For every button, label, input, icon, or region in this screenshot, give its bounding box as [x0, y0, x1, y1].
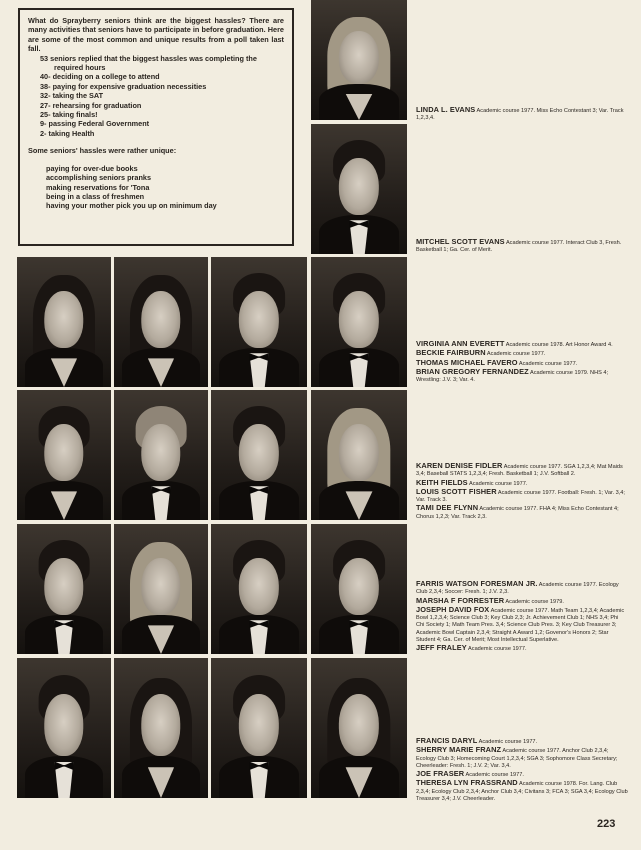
student-name: THOMAS MICHAEL FAVERO	[416, 357, 518, 367]
unique-hassle: being in a class of freshmen	[46, 191, 145, 201]
portrait-photo	[17, 658, 111, 798]
student-entry	[416, 368, 628, 385]
unique-hassles-heading: Some seniors' hassles were rather unique:	[28, 146, 177, 156]
student-entry	[416, 106, 628, 123]
student-name: MITCHEL SCOTT EVANS	[416, 237, 505, 246]
student-entry	[416, 779, 628, 803]
student-name: BECKIE FAIRBURN	[416, 348, 486, 358]
hassles-stats-list	[40, 54, 284, 139]
student-name: FARRIS WATSON FORESMAN JR.	[416, 579, 538, 588]
student-details: Academic course 1977. SGA 1,2,3,4; Mat Maids 3,4; Baseball STATS 1,2,3,4; Fresh. Basketball 1; J.V. Softball 2.	[416, 464, 623, 478]
student-name: JEFF FRALEY	[416, 643, 467, 653]
portrait-photo	[17, 257, 111, 387]
student-name: FRANCIS DARYL	[416, 736, 478, 745]
portrait-photo	[211, 524, 307, 654]
hassles-stat: 40- deciding on a college to attend	[40, 72, 160, 82]
portrait-photo	[114, 390, 208, 520]
unique-hassles-list	[46, 164, 284, 211]
student-details: Academic course 1977.	[465, 772, 524, 779]
student-details: Academic course 1977. Football: Fresh. 1; Var. 3,4; Var. Track 3.	[416, 489, 625, 504]
portrait-photo	[311, 124, 407, 254]
student-name: SHERRY MARIE FRANZ	[416, 745, 502, 755]
student-details: Academic course 1977.	[478, 739, 538, 745]
student-details: Academic course 1978. For. Lang. Club 2,3,4; Ecology Club 2,3,4; Anchor Club 3,4; Civitans 3; FCA 3; SGA 3,4; Ecology Club Treasurer 3,4; J.V. Cheerleader.	[416, 781, 628, 803]
student-details: Academic course 1978. Art Honor Award 4.	[505, 342, 613, 348]
portrait-photo	[311, 257, 407, 387]
student-entry	[416, 238, 628, 255]
student-details: Academic course 1979.	[505, 598, 564, 605]
portrait-photo	[211, 658, 307, 798]
student-details: Academic course 1979. NHS 4; Wrestling: J.V. 3; Var. 4.	[416, 369, 609, 384]
student-details: Academic course 1977.	[468, 480, 528, 487]
portrait-photo	[114, 257, 208, 387]
student-entry	[416, 746, 628, 770]
student-name: JOSEPH DAVID FOX	[416, 604, 490, 614]
hassles-stat: 38- paying for expensive graduation necessities	[40, 81, 207, 91]
portrait-photo	[311, 390, 407, 520]
student-details: Academic course 1977.	[468, 646, 527, 653]
student-entry	[416, 488, 628, 505]
portrait-photo	[311, 0, 407, 120]
portrait-photo	[17, 524, 111, 654]
portrait-photo	[114, 524, 208, 654]
student-name: JOE FRASER	[416, 769, 465, 779]
hassles-intro: What do Sprayberry seniors think are the biggest hassles? There are many activities that seniors have to participate in before graduation. Here are some of the most common and unique results from a poll taken last fall.	[28, 16, 284, 54]
student-name: BRIAN GREGORY FERNANDEZ	[416, 366, 529, 376]
unique-hassle: having your mother pick you up on minimum day	[46, 201, 217, 211]
unique-hassle: accomplishing seniors pranks	[46, 173, 152, 183]
student-name: VIRGINIA ANN EVERETT	[416, 339, 505, 348]
student-details: Academic course 1977.	[518, 360, 578, 367]
student-name: LOUIS SCOTT FISHER	[416, 486, 497, 496]
student-entry	[416, 504, 628, 521]
caption-group	[416, 238, 628, 255]
student-name: LINDA L. EVANS	[416, 105, 476, 114]
student-details: Academic course 1977. Interact Club 3, Fresh. Basketball 1; Ga. Cer. of Merit.	[416, 240, 622, 254]
student-details: Academic course 1977.	[486, 351, 546, 358]
unique-hassle: paying for over-due books	[46, 163, 138, 173]
hassles-stat: 2- taking Health	[40, 128, 95, 138]
student-entry	[416, 606, 628, 644]
student-name: KAREN DENISE FIDLER	[416, 461, 503, 470]
page-number: 223	[597, 818, 616, 830]
portrait-photo	[311, 658, 407, 798]
caption-group	[416, 737, 628, 803]
hassles-stat: 32- taking the SAT	[40, 91, 104, 101]
unique-hassle: making reservations for 'Tona	[46, 182, 150, 192]
student-details: Academic course 1977. Miss Echo Contestant 3; Var. Track 1,2,3,4.	[416, 108, 624, 122]
portrait-photo	[17, 390, 111, 520]
hassles-stat: 53 seniors replied that the biggest hassles was completing the required hours	[40, 53, 257, 73]
caption-group	[416, 580, 628, 654]
portrait-photo	[211, 257, 307, 387]
portrait-photo	[211, 390, 307, 520]
student-name: KEITH FIELDS	[416, 477, 468, 487]
hassles-stat: 27- rehearsing for graduation	[40, 100, 142, 110]
student-details: Academic course 1977. Ecology Club 2,3,4; Soccer: Fresh. 1; J.V. 2,3.	[416, 582, 619, 596]
hassles-stat: 25- taking finals!	[40, 110, 98, 120]
caption-group	[416, 106, 628, 123]
student-entry	[416, 644, 628, 653]
student-details: Academic course 1977. Math Team 1,2,3,4; Academic Bowl 1,2,3,4; Science Club 3; Key Club 2,3; Jr. Achievement Club 1; NHS 3,4; Phi Chi Society 1; Math Team Pres. 3,4; Science Club Pres. 3; Key Club Treasurer 3; Academic Bowl Captain 2,3,4; Straight A Award 1,2; Govenor's Honors 2; Star Student 4; Ga. Cer. of Merit; Most Intellectual Superlative.	[416, 607, 625, 644]
portrait-photo	[114, 658, 208, 798]
portrait-photo	[311, 524, 407, 654]
student-details: Academic course 1977. FHA 4; Miss Echo Contestant 4; Chorus 1,2,3; Var. Track 2,3.	[416, 506, 619, 520]
student-entry	[416, 462, 628, 479]
senior-hassles-box	[18, 8, 294, 246]
student-name: THERESA LYN FRASSRAND	[416, 778, 518, 788]
student-entry	[416, 580, 628, 597]
caption-group	[416, 340, 628, 384]
student-details: Academic course 1977. Anchor Club 2,3,4; Ecology Club 3; Homecoming Court 1,2,3,4; SGA 3; Sophomore Class Secretary; Cheerleader: Fresh. 1; J.V. 2; Var. 3,4.	[416, 748, 618, 769]
student-name: TAMI DEE FLYNN	[416, 503, 479, 513]
hassles-stat: 9- passing Federal Government	[40, 119, 150, 129]
student-name: MARSHA F FORRESTER	[416, 595, 505, 605]
caption-group	[416, 462, 628, 521]
